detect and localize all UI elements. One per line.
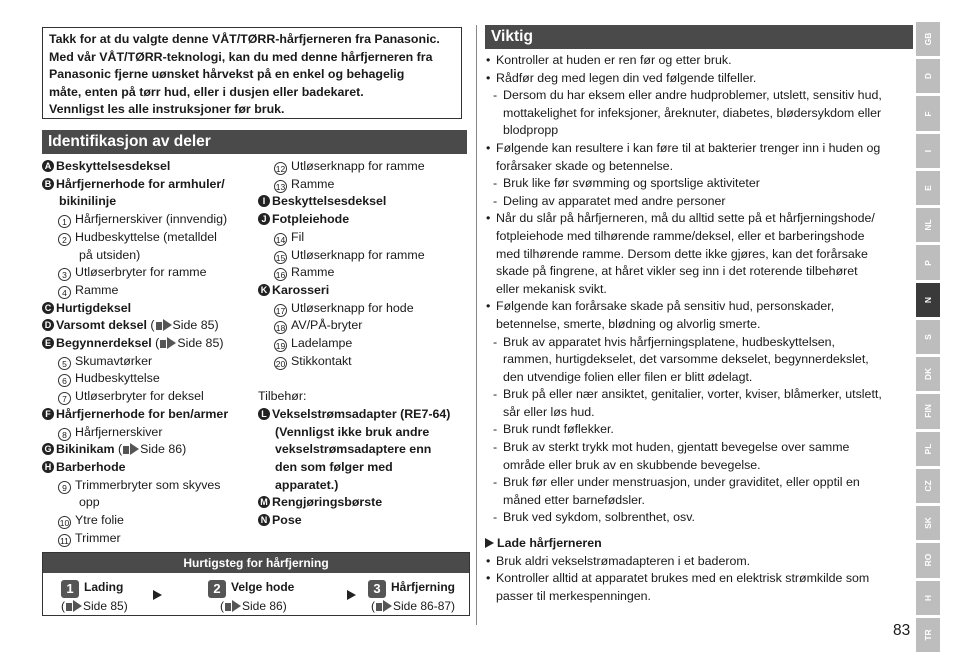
sub-part-6: 6 Hudbeskyttelse bbox=[42, 370, 257, 388]
letter-a-badge: A bbox=[42, 160, 54, 172]
part-n: N Pose bbox=[258, 512, 473, 530]
step-arrow-icon bbox=[153, 590, 162, 600]
letter-e-badge: E bbox=[42, 337, 54, 349]
sub-part-7: 7 Utløserbryter for deksel bbox=[42, 388, 257, 406]
language-tab-tr[interactable]: TR bbox=[916, 618, 940, 652]
parts-list-left bbox=[42, 158, 257, 547]
sub-part-19: 19 Ladelampe bbox=[275, 336, 353, 352]
sub-part-2-cont: på utsiden) bbox=[79, 247, 141, 262]
language-tab-i[interactable]: I bbox=[916, 134, 940, 168]
language-tab-fin[interactable]: FIN bbox=[916, 394, 940, 428]
part-b: B Hårfjernerhode for armhuler/ bbox=[42, 176, 257, 194]
dash-item: - Deling av apparatet med andre personer bbox=[485, 193, 915, 211]
part-m: M Rengjøringsbørste bbox=[258, 494, 473, 512]
language-tab-h[interactable]: H bbox=[916, 581, 940, 615]
sub-part-8: 8 Hårfjernerskiver bbox=[42, 424, 257, 442]
part-k: K Karosseri bbox=[258, 282, 473, 300]
quick-steps-box bbox=[42, 552, 470, 616]
letter-c-badge: C bbox=[42, 302, 54, 314]
subheading-lade: Lade hårfjerneren bbox=[485, 535, 915, 553]
quick-steps-title: Hurtigsteg for hårfjerning bbox=[43, 553, 469, 573]
sub-part-17: 17 Utløserknapp for hode bbox=[275, 300, 414, 316]
intro-line: Med vår VÅT/TØRR-teknologi, kan du med denne hårfjerneren fra bbox=[49, 49, 433, 64]
intro-line: måte, enten på tørr hud, eller i dusjen eller badekaret. bbox=[49, 84, 364, 99]
language-tab-n[interactable]: N bbox=[916, 283, 940, 317]
important-notes bbox=[485, 52, 915, 605]
letter-k-badge: K bbox=[258, 284, 270, 296]
dash-item: - Bruk på eller nær ansiktet, genitalier, vorter, kviser, blåmerker, utslett, sår eller løs hud. bbox=[485, 386, 915, 421]
dash-item: - Bruk før eller under menstruasjon, under graviditet, eller opptil en måned etter barnefødsler. bbox=[485, 474, 915, 509]
sub-part-9-cont: opp bbox=[79, 495, 100, 510]
sub-part-16: 16 Ramme bbox=[275, 265, 335, 281]
bullet-item: • Rådfør deg med legen din ved følgende tilfeller. bbox=[485, 70, 915, 88]
pointer-icon bbox=[485, 538, 494, 548]
page-ref-icon bbox=[66, 603, 72, 611]
language-tab-d[interactable]: D bbox=[916, 59, 940, 93]
column-divider bbox=[476, 25, 477, 625]
part-i: I Beskyttelsesdeksel bbox=[258, 193, 473, 211]
letter-d-badge: D bbox=[42, 319, 54, 331]
parts-list-right: 12 Utløserknapp for ramme 13 Ramme I Beskyttelsesdeksel J Fotpleiehode 14 Fil 15 Utløserknapp for ramme 16 Ramme K Karosseri 17 Utløserknapp for hode 18 AV/PÅ-bryter 19 Ladelampe 20 Stikkontakt Tilbehør: L Vekselstrømsadapter (RE7-64) (Vennligst ikke bruk andre vekselstrømsadaptere enn den som følger med apparatet.) M Rengjøringsbørste N Pose bbox=[258, 158, 473, 530]
dash-item: - Bruk av apparatet hvis hårfjerningsplatene, hudbeskyttelsen, rammen, hurtigdekselet, det varsomme dekselet, begynnerdekslet, den utvendige folien eller filen er blitt ødelagt. bbox=[485, 334, 915, 387]
dash-item: - Bruk rundt føflekker. bbox=[485, 421, 915, 439]
quick-step-2: 2 Velge hode ( Side 86) bbox=[208, 579, 294, 615]
sub-part-13: 13 Ramme bbox=[275, 176, 335, 192]
part-b-cont: bikinilinje bbox=[59, 194, 117, 209]
quick-step-1: 1 Lading ( Side 85) bbox=[61, 580, 128, 613]
part-c: C Hurtigdeksel bbox=[42, 300, 257, 318]
dash-item: - Bruk ved sykdom, solbrenthet, osv. bbox=[485, 509, 915, 527]
letter-n-badge: N bbox=[258, 514, 270, 526]
language-tab-cz[interactable]: CZ bbox=[916, 469, 940, 503]
accessories-label: Tilbehør: bbox=[258, 389, 307, 404]
letter-f-badge: F bbox=[42, 408, 54, 420]
language-tab-p[interactable]: P bbox=[916, 245, 940, 279]
part-d: D Varsomt deksel ( Side 85) bbox=[42, 317, 257, 335]
sub-part-12: 12 Utløserknapp for ramme bbox=[275, 159, 425, 174]
language-tab-sk[interactable]: SK bbox=[916, 506, 940, 540]
language-tab-dk[interactable]: DK bbox=[916, 357, 940, 391]
page-number: 83 bbox=[893, 622, 911, 639]
page-ref-icon bbox=[160, 340, 166, 348]
bullet-item: • Kontroller alltid at apparatet brukes med en elektrisk strømkilde som passer til merkespenningen. bbox=[485, 570, 915, 605]
letter-h-badge: H bbox=[42, 461, 54, 473]
sub-part-18: 18 AV/PÅ-bryter bbox=[275, 318, 363, 334]
part-j: J Fotpleiehode bbox=[258, 211, 473, 229]
language-tab-e[interactable]: E bbox=[916, 171, 940, 205]
page-ref-icon bbox=[225, 603, 231, 611]
intro-line: Takk for at du valgte denne VÅT/TØRR-hårfjerneren fra Panasonic. bbox=[49, 32, 440, 46]
bullet-item: • Bruk aldri vekselstrømadapteren i et baderom. bbox=[485, 553, 915, 571]
language-tab-s[interactable]: S bbox=[916, 320, 940, 354]
letter-m-badge: M bbox=[258, 496, 270, 508]
step-arrow-icon bbox=[347, 590, 356, 600]
sub-part-10: 10 Ytre folie bbox=[59, 513, 124, 529]
sub-part-14: 14 Fil bbox=[275, 229, 305, 245]
language-tab-pl[interactable]: PL bbox=[916, 432, 940, 466]
intro-line: Vennligst les alle instruksjoner før bruk. bbox=[49, 102, 285, 117]
sub-part-11: 11 Trimmer bbox=[42, 530, 257, 548]
sub-part-1: 1 Hårfjernerskiver (innvendig) bbox=[42, 211, 257, 229]
part-h: H Barberhode bbox=[42, 459, 257, 477]
intro-box bbox=[42, 27, 462, 119]
sub-part-4: 4 Ramme bbox=[42, 282, 257, 300]
sub-part-3: 3 Utløserbryter for ramme bbox=[42, 264, 257, 282]
sub-part-2: 2 Hudbeskyttelse (metalldel bbox=[42, 229, 257, 247]
sub-part-5: 5 Skumavtørker bbox=[42, 353, 257, 371]
dash-item: - Bruk like før svømming og sportslige aktiviteter bbox=[485, 175, 915, 193]
letter-g-badge: G bbox=[42, 443, 54, 455]
bullet-item: • Følgende kan forårsake skade på sensitiv hud, personskader, betennelse, smerte, blødning og alvorlig smerte. bbox=[485, 298, 915, 333]
intro-line: Panasonic fjerne uønsket hårvekst på en enkel og behagelig bbox=[49, 67, 405, 82]
bullet-item: • Følgende kan resultere i kan føre til at bakterier trenger inn i huden og forårsaker skade og betennelse. bbox=[485, 140, 915, 175]
page-ref-icon bbox=[156, 322, 162, 330]
letter-j-badge: J bbox=[258, 213, 270, 225]
sub-part-20: 20 Stikkontakt bbox=[275, 353, 352, 369]
part-a: A Beskyttelsesdeksel bbox=[42, 158, 257, 176]
section-title-identifikasjon: Identifikasjon av deler bbox=[42, 130, 467, 154]
dash-item: - Dersom du har eksem eller andre hudproblemer, utslett, sensitiv hud, mottakelighet for infeksjoner, åreknuter, diabetes, blødersykdom eller blodpropp bbox=[485, 87, 915, 140]
page-ref-icon bbox=[123, 446, 129, 454]
language-tab-gb[interactable]: GB bbox=[916, 22, 940, 56]
language-tab-f[interactable]: F bbox=[916, 96, 940, 130]
dash-item: - Bruk av sterkt trykk mot huden, gjentatt bevegelse over samme område eller bruk av en skubbende bevegelse. bbox=[485, 439, 915, 474]
letter-b-badge: B bbox=[42, 178, 54, 190]
part-f: F Hårfjernerhode for ben/armer bbox=[42, 406, 257, 424]
letter-i-badge: I bbox=[258, 195, 270, 207]
part-e: E Begynnerdeksel ( Side 85) bbox=[42, 335, 257, 353]
language-tab-ro[interactable]: RO bbox=[916, 543, 940, 577]
sub-part-15: 15 Utløserknapp for ramme bbox=[275, 247, 425, 263]
part-g: G Bikinikam ( Side 86) bbox=[42, 441, 257, 459]
bullet-item: • Når du slår på hårfjerneren, må du alltid sette på et hårfjerningshode/ fotpleiehode med tilhørende ramme/deksel, eller et barberingshode med tilhørende ramme. Dersom dette ikke gjøres, kan det forårsake skade på fingrene, at håret vikler seg inn i det roterende tilbehøret eller mekanisk svikt. bbox=[485, 210, 915, 298]
quick-step-3: 3 Hårfjerning ( Side 86-87) bbox=[368, 579, 455, 615]
bullet-item: • Kontroller at huden er ren før og etter bruk. bbox=[485, 52, 915, 70]
letter-l-badge: L bbox=[258, 408, 270, 420]
section-title-viktig: Viktig bbox=[485, 25, 913, 49]
language-tab-nl[interactable]: NL bbox=[916, 208, 940, 242]
page-ref-icon bbox=[376, 603, 382, 611]
sub-part-9: 9 Trimmerbryter som skyves bbox=[42, 477, 257, 495]
part-l: L Vekselstrømsadapter (RE7-64) bbox=[258, 406, 473, 424]
language-tabs bbox=[916, 22, 940, 655]
